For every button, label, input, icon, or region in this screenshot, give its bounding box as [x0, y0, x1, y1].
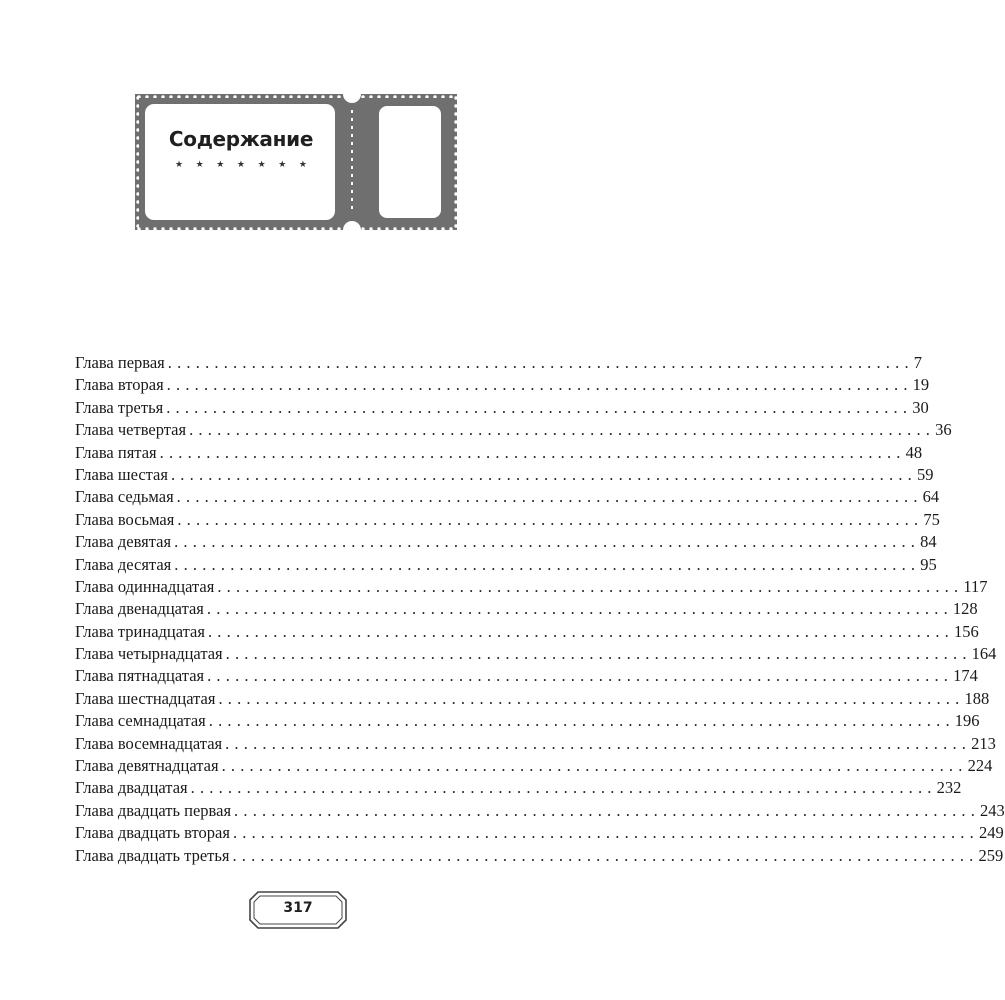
toc-entry: [75, 486, 940, 508]
chapter-page-number: 232: [936, 778, 962, 798]
page-number: 317: [283, 900, 313, 916]
toc-entry: [75, 374, 930, 396]
dot-leader: ................................................................................: [207, 621, 954, 641]
toc-entry: [75, 419, 952, 441]
toc-entry: [75, 531, 937, 553]
toc-entry: [75, 352, 923, 374]
star-icon: ★: [257, 160, 266, 170]
chapter-page-number: 7: [913, 353, 923, 372]
toc-entry: [75, 710, 980, 732]
chapter-title: Глава вторая: [75, 375, 164, 395]
chapter-page-number: 64: [922, 487, 940, 507]
chapter-title: Глава пятнадцатая: [75, 666, 205, 686]
chapter-page-number: 188: [964, 688, 990, 708]
dot-leader: ................................................................................: [208, 711, 955, 731]
toc-entry: [75, 688, 990, 710]
chapter-title: Глава двадцать первая: [75, 800, 232, 820]
page-number-badge: [248, 890, 348, 930]
chapter-title: Глава первая: [75, 353, 165, 372]
chapter-title: Глава четвертая: [75, 420, 187, 440]
dot-leader: ................................................................................: [225, 733, 972, 753]
star-icon: ★: [216, 160, 225, 170]
chapter-title: Глава четырнадцатая: [75, 644, 223, 664]
dot-leader: ................................................................................: [232, 845, 979, 865]
dot-leader: ................................................................................: [189, 420, 936, 440]
table-of-contents: [75, 352, 1005, 867]
dot-leader: ................................................................................: [176, 487, 923, 507]
chapter-title: Глава пятая: [75, 442, 157, 462]
chapter-page-number: 36: [935, 420, 952, 440]
dot-leader: ................................................................................: [177, 509, 924, 529]
dot-leader: ................................................................................: [221, 756, 968, 776]
dot-leader: ................................................................................: [207, 666, 954, 686]
chapter-title: Глава девятая: [75, 532, 172, 552]
chapter-page-number: 196: [954, 711, 980, 731]
chapter-title: Глава третья: [75, 397, 164, 417]
dot-leader: ................................................................................: [170, 464, 917, 484]
chapter-page-number: 84: [920, 532, 937, 552]
chapter-title: Глава двенадцатая: [75, 599, 204, 619]
chapter-title: Глава седьмая: [75, 487, 174, 507]
chapter-page-number: 75: [923, 509, 940, 529]
stars-ornament: [175, 160, 307, 170]
toc-entry: [75, 643, 997, 665]
chapter-page-number: 30: [912, 397, 929, 417]
star-icon: ★: [278, 160, 287, 170]
dot-leader: ................................................................................: [232, 823, 979, 843]
toc-entry: [75, 621, 979, 643]
chapter-title: Глава двадцать вторая: [75, 823, 230, 843]
dot-leader: ................................................................................: [206, 599, 953, 619]
chapter-title: Глава восьмая: [75, 509, 175, 529]
chapter-title: Глава двадцатая: [75, 778, 188, 798]
chapter-page-number: 156: [953, 621, 979, 641]
star-icon: ★: [175, 160, 184, 170]
star-icon: ★: [236, 160, 245, 170]
toc-entry: [75, 397, 929, 419]
chapter-page-number: 19: [912, 375, 930, 395]
toc-entry: [75, 576, 988, 598]
dot-leader: ................................................................................: [166, 397, 913, 417]
chapter-page-number: 224: [967, 756, 993, 776]
chapter-title: Глава десятая: [75, 554, 172, 574]
toc-entry: [75, 554, 937, 576]
toc-entry: [75, 598, 978, 620]
dot-leader: ................................................................................: [190, 778, 937, 798]
chapter-page-number: 59: [916, 464, 934, 484]
chapter-title: Глава двадцать третья: [75, 845, 230, 865]
chapter-page-number: 213: [971, 733, 996, 753]
star-icon: ★: [195, 160, 204, 170]
dot-leader: ................................................................................: [174, 532, 921, 552]
star-icon: ★: [298, 160, 307, 170]
toc-entry: [75, 442, 923, 464]
chapter-page-number: 174: [953, 666, 978, 686]
dot-leader: ................................................................................: [225, 644, 972, 664]
chapter-page-number: 117: [963, 576, 988, 596]
dot-leader: ................................................................................: [218, 688, 965, 708]
chapter-title: Глава шестнадцатая: [75, 688, 216, 708]
chapter-page-number: 243: [980, 800, 1005, 820]
dot-leader: ................................................................................: [167, 353, 914, 372]
chapter-title: Глава тринадцатая: [75, 621, 205, 641]
contents-ticket: [135, 94, 457, 230]
toc-entry: [75, 800, 1005, 822]
chapter-page-number: 249: [978, 823, 1004, 843]
contents-title: Содержание: [168, 127, 314, 151]
chapter-page-number: 48: [905, 442, 923, 462]
dot-leader: ................................................................................: [166, 375, 913, 395]
dot-leader: ................................................................................: [234, 800, 981, 820]
chapter-title: Глава девятнадцатая: [75, 756, 219, 776]
toc-entry: [75, 665, 978, 687]
chapter-title: Глава шестая: [75, 464, 168, 484]
chapter-title: Глава одиннадцатая: [75, 576, 215, 596]
dot-leader: ................................................................................: [159, 442, 906, 462]
toc-entry: [75, 822, 1004, 844]
toc-entry: [75, 509, 940, 531]
toc-entry: [75, 755, 993, 777]
dot-leader: ................................................................................: [217, 576, 964, 596]
chapter-page-number: 95: [920, 554, 937, 574]
chapter-page-number: 164: [971, 644, 997, 664]
toc-entry: [75, 464, 934, 486]
toc-entry: [75, 733, 996, 755]
chapter-title: Глава семнадцатая: [75, 711, 206, 731]
chapter-title: Глава восемнадцатая: [75, 733, 223, 753]
chapter-page-number: 259: [978, 845, 1004, 865]
toc-entry: [75, 777, 962, 799]
chapter-page-number: 128: [952, 599, 978, 619]
toc-entry: [75, 845, 1004, 867]
dot-leader: ................................................................................: [174, 554, 921, 574]
